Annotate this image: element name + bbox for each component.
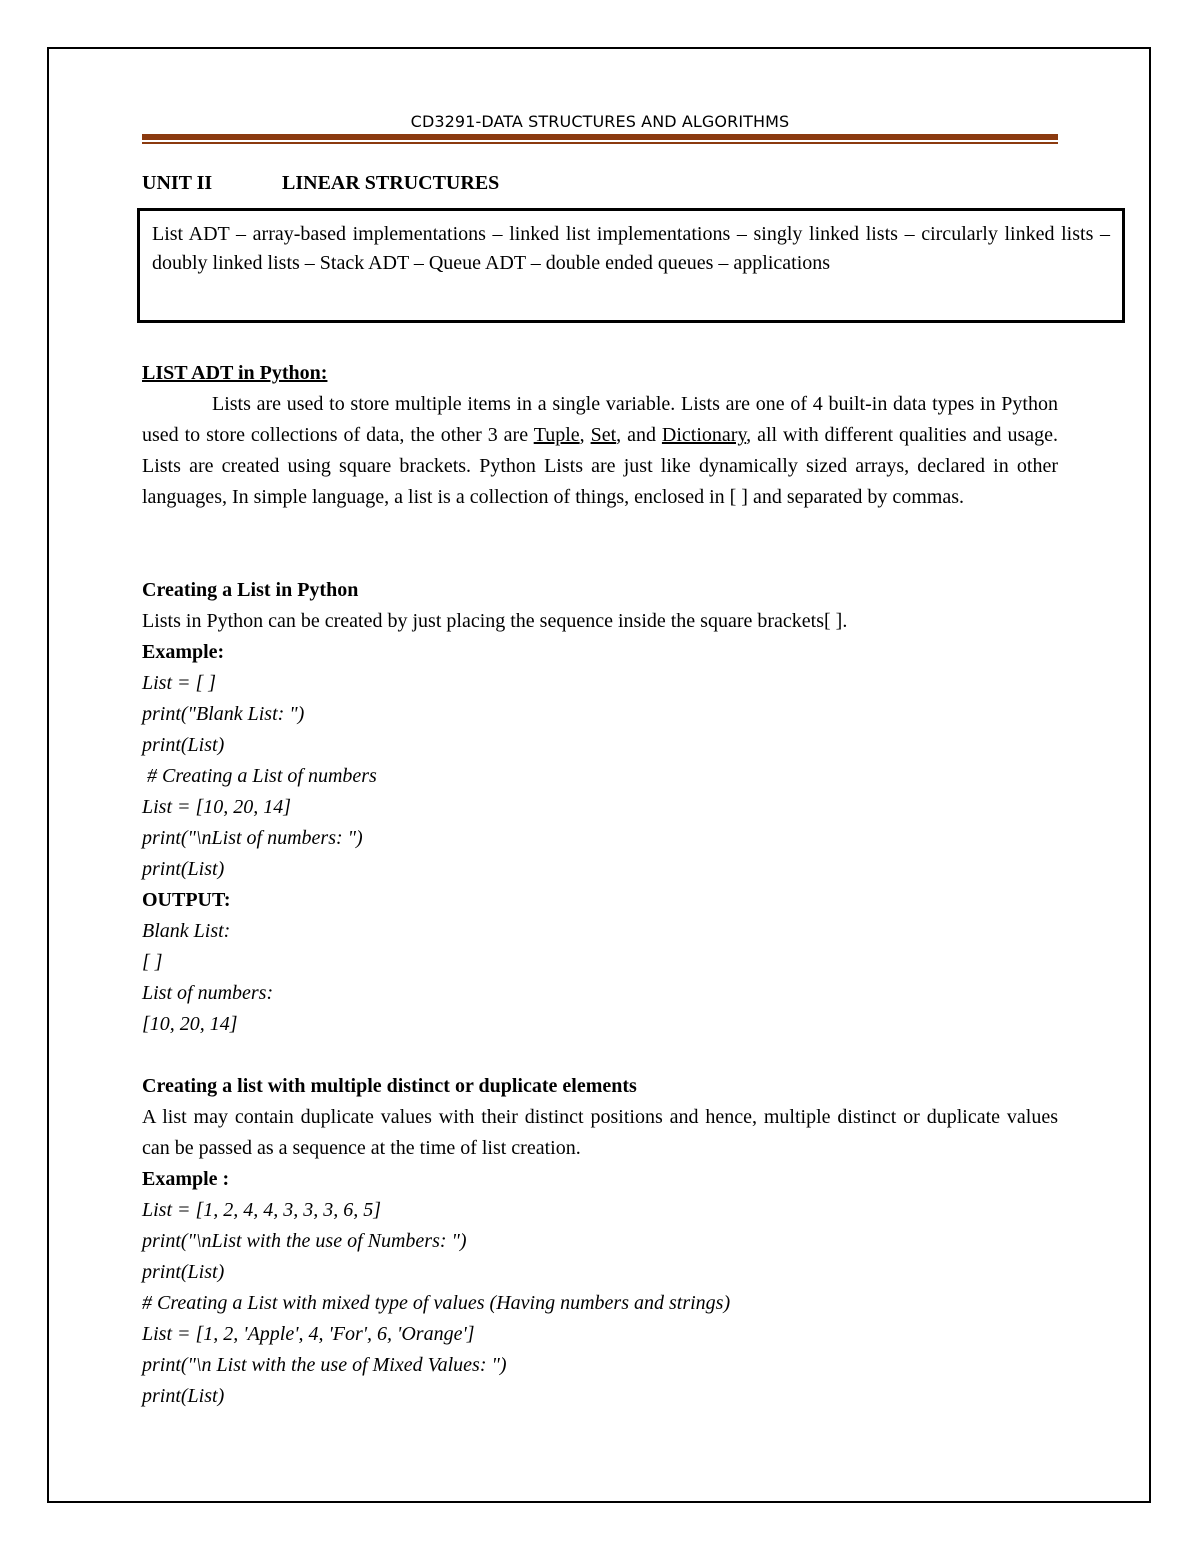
syllabus-box: List ADT – array-based implementations – linked list implementations – singly linked lists – circularly linked lists – doubly linked lists – Stack ADT – Queue ADT – double ended queues – applications — [137, 208, 1125, 323]
link-dictionary[interactable]: Dictionary — [661, 424, 747, 446]
intro-text-b: , all with different qualities and usage. Lists are created using square brackets. Python Lists are just like dynamically sized arrays, declared in other languages, In simple language, a list is a collection of things, enclosed in [ ] and separated by commas. — [142, 424, 1059, 508]
output-line: Blank List: — [142, 920, 231, 942]
header-rule-thick — [142, 134, 1058, 140]
section-heading: Creating a list with multiple distinct or duplicate elements — [142, 1075, 637, 1097]
page-header-title: CD3291-DATA STRUCTURES AND ALGORITHMS — [410, 112, 790, 131]
code-line: print("\nList of numbers: ") — [142, 827, 363, 849]
code-line: print(List) — [142, 858, 225, 880]
section-text: Lists in Python can be created by just placing the sequence inside the square brackets[ ]. — [142, 610, 848, 632]
link-tuple[interactable]: Tuple — [533, 424, 580, 446]
header-rule-thin — [142, 142, 1058, 144]
code-comment-line: # Creating a List of numbers — [142, 765, 377, 787]
section-heading: LIST ADT in Python: — [142, 362, 328, 384]
output-line: [10, 20, 14] — [142, 1013, 238, 1035]
output-label: OUTPUT: — [142, 889, 231, 911]
output-line: List of numbers: — [142, 982, 274, 1004]
code-line: List = [ ] — [142, 672, 217, 694]
header-rule — [142, 134, 1058, 145]
unit-number: UNIT II — [142, 172, 213, 194]
separator-1: , — [579, 424, 591, 446]
section-heading: Creating a List in Python — [142, 579, 359, 601]
code-line: print("\n List with the use of Mixed Values: ") — [142, 1354, 507, 1376]
code-line: print("Blank List: ") — [142, 703, 305, 725]
unit-heading — [142, 172, 499, 195]
separator-2: , and — [616, 424, 662, 446]
example-label: Example : — [142, 1168, 230, 1190]
code-line: print("\nList with the use of Numbers: ") — [142, 1230, 467, 1252]
code-line: List = [10, 20, 14] — [142, 796, 292, 818]
link-set[interactable]: Set — [590, 424, 617, 446]
code-line: print(List) — [142, 734, 225, 756]
intro-paragraph — [142, 389, 1058, 513]
code-line: print(List) — [142, 1261, 225, 1283]
code-line: List = [1, 2, 4, 4, 3, 3, 3, 6, 5] — [142, 1199, 382, 1221]
code-line: List = [1, 2, 'Apple', 4, 'For', 6, 'Orange'] — [142, 1323, 475, 1345]
unit-title: LINEAR STRUCTURES — [282, 172, 500, 194]
code-line: print(List) — [142, 1385, 225, 1407]
output-line: [ ] — [142, 951, 163, 973]
example-label: Example: — [142, 641, 225, 663]
section-duplicate-elements — [142, 1071, 1058, 1412]
intro-text-a: Lists are used to store multiple items in a single variable. Lists are one of 4 built-in data types in Python used to store collections of data, the other 3 are — [142, 393, 1058, 446]
section-list-adt — [142, 358, 1058, 513]
section-creating-list — [142, 575, 1058, 1040]
section-text: A list may contain duplicate values with their distinct positions and hence, multiple distinct or duplicate values can be passed as a sequence at the time of list creation. — [142, 1106, 1058, 1159]
code-comment-line: # Creating a List with mixed type of values (Having numbers and strings) — [142, 1292, 731, 1314]
